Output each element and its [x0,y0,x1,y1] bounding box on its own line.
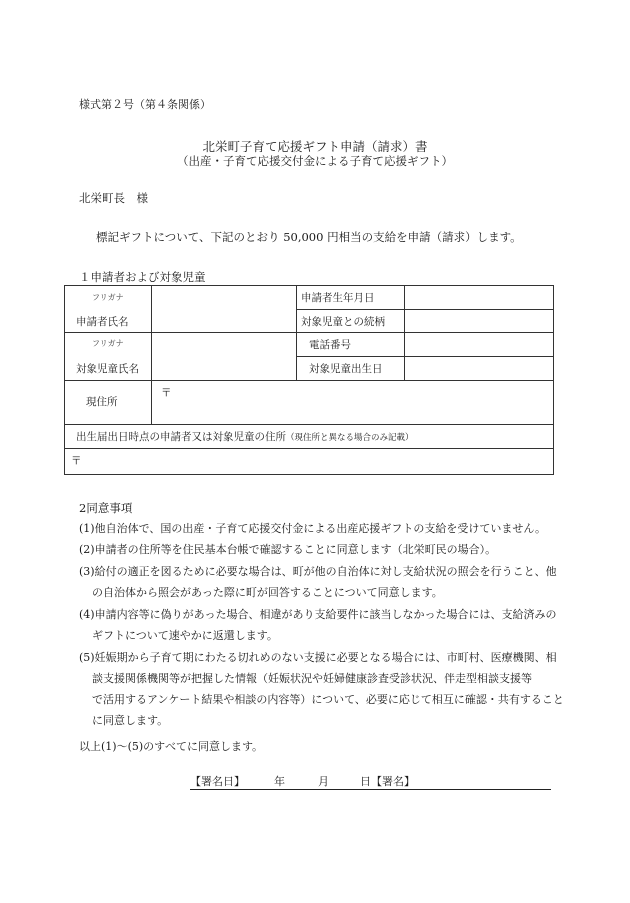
applicant-dob-label: 申請者生年月日 [301,292,375,304]
agree-all-statement: 以上(1)～(5)のすべてに同意します。 [79,740,264,753]
furigana-label: フリガナ [92,339,124,348]
agreement-item: (1)他自治体で、国の出産・子育て応援交付金による出産応援ギフトの支給を受けていません。 [79,522,547,535]
agreement-item: (5)妊娠期から子育て期にわたる切れめのない支援に必要となる場合には、市町村、医療機関、相 [79,651,557,664]
agreement-item: (4)申請内容等に偽りがあった場合、相違があり支給要件に該当しなかった場合には、支給済みの [79,608,557,621]
table-line [64,285,65,475]
phone-field[interactable] [405,333,552,355]
table-line [553,285,554,475]
furigana-label: フリガナ [92,293,124,302]
child-name-field[interactable] [152,333,295,379]
table-line [64,424,554,425]
relationship-field[interactable] [405,310,552,331]
address-label: 現住所 [86,396,118,408]
day-label: 日 [360,775,371,788]
form-title: 北栄町子育て応援ギフト申請（請求）書 [202,139,428,154]
applicant-child-table [64,285,554,475]
addressee: 北栄町長 様 [79,191,148,205]
child-dob-field[interactable] [405,357,552,379]
relationship-label: 対象児童との続柄 [301,316,385,328]
postal-mark: 〒 [71,455,82,467]
agreement-item-continued: で活用するアンケート結果や相談の内容等）について、必要に応じて相互に確認・共有すること [92,693,564,706]
agreement-item: (3)給付の適正を図るために必要な場合は、町が他の自治体に対し支給状況の照会を行うこと、他 [79,565,557,578]
month-label: 月 [318,775,329,788]
form-number: 様式第２号（第４条関係） [79,98,211,111]
sign-date-label: 【署名日】 [190,775,245,788]
birth-address-label: 出生届出日時点の申請者又は対象児童の住所（現住所と異なる場合のみ記載） [76,431,414,443]
postal-mark: 〒 [161,387,172,399]
signature-label: 【署名】 [371,775,415,788]
request-statement: 標記ギフトについて、下記のとおり 50,000 円相当の支給を申請（請求）します。 [96,230,522,244]
form-subtitle: （出産・子育て応援交付金による子育て応援ギフト） [177,154,453,168]
phone-label: 電話番号 [309,339,351,351]
agreement-item-continued: に同意します。 [92,714,169,727]
child-dob-label: 対象児童出生日 [309,363,383,375]
applicant-name-field[interactable] [152,286,295,331]
table-line [296,285,297,380]
table-line [64,474,554,475]
applicant-name-label: 申請者氏名 [76,316,129,328]
signature-line[interactable] [190,789,551,790]
birth-address-field[interactable] [65,449,552,473]
section1-heading: １申請者および対象児童 [79,270,206,284]
agreement-item-continued: ギフトについて速やかに返還します。 [92,629,278,642]
section2-heading: 2同意事項 [79,501,133,515]
agreement-item: (2)申請者の住所等を住民基本台帳で確認することに同意します（北栄町民の場合）。 [79,543,497,556]
address-field[interactable] [152,381,552,423]
agreement-item-continued: の自治体から照会があった際に町が回答することについて同意します。 [92,586,443,599]
applicant-dob-field[interactable] [405,286,552,308]
agreement-item-continued: 談支援関係機関等が把握した情報（妊娠状況や妊婦健康診査受診状況、伴走型相談支援等 [92,672,532,685]
year-label: 年 [274,775,285,788]
child-name-label: 対象児童氏名 [76,363,139,375]
